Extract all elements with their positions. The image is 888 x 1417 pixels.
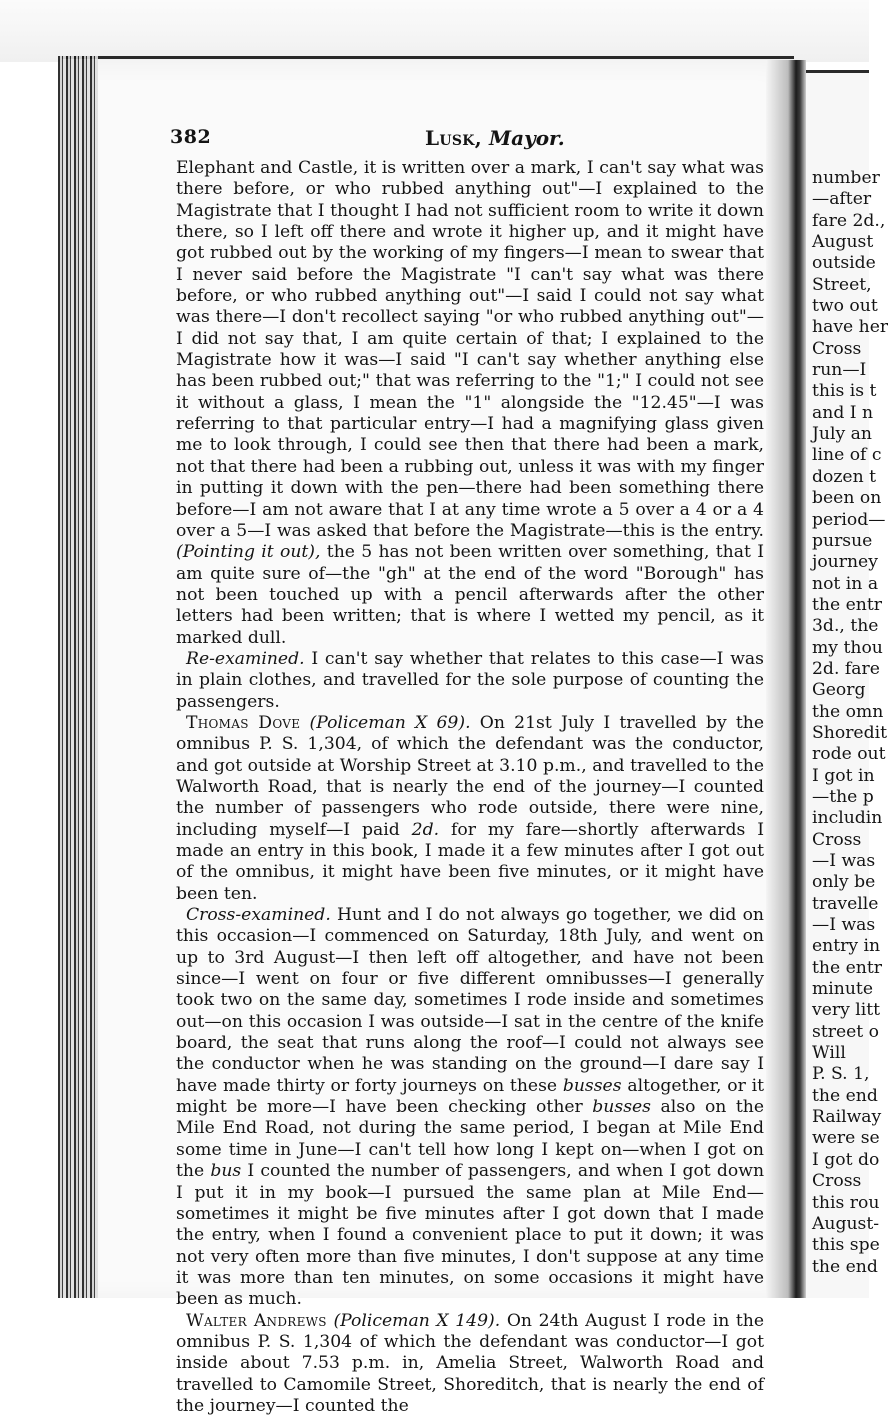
facing-page-text-fragment: [812, 168, 888, 1278]
facing-page-line: journey: [812, 552, 878, 573]
facing-page-line: entry in: [812, 936, 881, 957]
facing-page-line: rode out: [812, 744, 886, 765]
facing-page-line: I got do: [812, 1149, 880, 1170]
re-examined-text: I can't say whether that relates to this case—I was in plain clothes, and travelled for the sole purpose of counting the passengers.: [176, 648, 764, 712]
facing-page-line: number: [812, 168, 880, 188]
page-body-text: [176, 158, 765, 1416]
testimony-text-end: the 5 has not been written over something, that I am quite sure of—the "gh" at the end of the word "Borough" has not been touched up with a pencil afterwards after the other letters had been written; that is where I wetted my pencil, as it marked dull.: [176, 542, 764, 648]
cross-examined-label: Cross-examined.: [186, 905, 331, 926]
running-head-name: Lusk,: [425, 126, 483, 150]
facing-page-line: this spe: [812, 1235, 880, 1256]
left-binding-edge: [58, 56, 98, 1300]
witness-name: Thomas Dove: [186, 712, 301, 733]
re-examined-label: Re-examined.: [186, 648, 305, 669]
book-gutter: [766, 60, 806, 1300]
facing-page-line: not in a: [812, 573, 879, 594]
facing-page-line: travelle: [812, 893, 879, 914]
facing-page-line: line of c: [812, 445, 882, 466]
running-head: [425, 126, 565, 150]
facing-page-line: pursue: [812, 530, 873, 551]
italic-bus: bus: [210, 1161, 242, 1182]
facing-page-line: 2d. fare: [812, 658, 880, 679]
facing-page-line: P. S. 1,: [812, 1064, 870, 1085]
facing-page-line: the entr: [812, 594, 882, 615]
paragraph-continued-testimony: [176, 158, 764, 649]
facing-page-line: dozen t: [812, 466, 877, 487]
facing-page-line: the omn: [812, 701, 884, 722]
paragraph-cross-examined: [176, 905, 764, 1311]
facing-page-line: two out: [812, 296, 878, 317]
witness-text: On 21st July I travelled by the omnibus P. S. 1,304, of which the defendant was the conductor, and got outside at Worship Street at 3.10 p.m., and travelled to the Walworth Road, that is nearly the end of the journey—I counted the number of passengers who rode outside, there were nine, including myself—I paid: [176, 712, 765, 840]
facing-page-line: and I n: [812, 402, 874, 423]
running-head-title: Mayor.: [488, 126, 565, 150]
facing-page-line: the end: [812, 1256, 878, 1277]
facing-page-line: were se: [812, 1128, 880, 1149]
page-number: 382: [170, 126, 212, 148]
cross-text-d: I counted the number of passengers, and when I got down I put it in my book—I pursued the same plan at Mile End—sometimes it might be five minutes after I got down that I made the entry, when I found a convenient place to put it down; it was not very often more than five minutes, I don't suppose at any time it was more than ten minutes, on some occasions it might have been as much.: [176, 1161, 765, 1310]
italic-busses: busses: [562, 1075, 622, 1096]
testimony-text: Elephant and Castle, it is written over a mark, I can't say what was there before, or who rubbed anything out"—I explained to the Magistrate that I thought I had not sufficient room to write it down there, so I left off there and wrote it higher up, and it might have got rubbed out by the working of my fingers—I mean to swear that I never said before the Magistrate "I can't say what was there before, or who rubbed anything out"—I said I could not say what was there—I don't recollect saying "or who rubbed anything out"—I did not say that, I am quite certain of that; I explained to the Magistrate how it was—I said "I can't say whether anything else has been rubbed out;" that was referring to the "1;" I could not see it without a glass, I mean the "1" alongside the "12.45"—I was referring to that particular entry—I had a magnifying glass given me to look through, I could see then that there had been a mark, not that there had been a rubbing out, unless it was with my finger in putting it down with the pen—there had been something there before—I am not aware that I at any time wrote a 5 over a 4 or a 4 over a 5—I was asked that before the Magistrate—this is the entry.: [176, 158, 764, 541]
paragraph-walter-andrews: [176, 1311, 764, 1417]
facing-page-line: —the p: [812, 786, 874, 807]
cross-text-a: Hunt and I do not always go together, we did on this occasion—I commenced on Saturday, 18th July, and went on up to 3rd August—I then left off altogether, and have not been since—I went on four or five different omnibusses—I generally took two on the same day, sometimes I rode inside and sometimes out—on this occasion I was outside—I sat in the centre of the knife board, the seat that runs along the roof—I could not always see the conductor when he was standing on the ground—I dare say I have made thirty or forty journeys on these: [176, 905, 765, 1096]
facing-page-line: Cross: [812, 1171, 862, 1192]
facing-page-line: August: [812, 232, 874, 253]
page-header: [170, 126, 760, 152]
facing-page-line: period—: [812, 509, 886, 530]
facing-page-line: have her: [812, 317, 888, 338]
facing-page-line: I got in: [812, 765, 875, 786]
cross-text-b: altogether, or it might be more—I have been checking other: [176, 1075, 764, 1118]
facing-page-line: Cross: [812, 829, 862, 850]
stage-direction: (Pointing it out),: [176, 542, 321, 563]
fare-amount: 2d.: [411, 819, 440, 840]
witness-text: On 24th August I rode in the omnibus P. S. 1,304 of which the defendant was conductor—I got inside about 7.53 p.m. in, Amelia Street, Walworth Road and travelled to Camomile Street, Shoreditch, that is nearly the end of the journey—I counted the: [176, 1310, 765, 1416]
facing-page-line: Cross: [812, 338, 862, 359]
facing-page-line: —I was: [812, 915, 876, 936]
facing-page-line: Will: [812, 1043, 846, 1064]
facing-page-line: Shoredit: [812, 722, 887, 743]
facing-page-line: street o: [812, 1021, 880, 1042]
witness-text-end: for my fare—shortly afterwards I made an entry in this book, I made it a few minutes after I got out of the omnibus, it might have been five minutes, or it might have been ten.: [176, 819, 765, 904]
witness-name: Walter Andrews: [186, 1310, 327, 1331]
facing-page-line: run—I: [812, 360, 867, 381]
scan-top-margin: [0, 0, 869, 62]
facing-page-line: outside: [812, 253, 876, 274]
cross-text-c: also on the Mile End Road, not during the same period, I began at Mile End some time in June—I can't tell how long I kept on—when I got on the: [176, 1097, 765, 1182]
facing-page-line: this rou: [812, 1192, 880, 1213]
facing-page-line: only be: [812, 872, 876, 893]
facing-page-line: the entr: [812, 957, 882, 978]
facing-page-line: been on: [812, 488, 882, 509]
facing-page-line: Railway: [812, 1107, 882, 1128]
facing-page-line: —I was: [812, 851, 876, 871]
facing-page-line: very litt: [812, 1000, 881, 1021]
facing-page-line: fare 2d.,: [812, 210, 886, 231]
facing-page-line: 3d., the: [812, 616, 879, 637]
paragraph-re-examined: [176, 649, 764, 713]
facing-page-line: minute: [812, 979, 874, 1000]
facing-page-line: August-: [812, 1213, 880, 1234]
facing-page-line: the end: [812, 1085, 878, 1106]
facing-page-line: this is t: [812, 381, 877, 402]
witness-role: (Policeman X 149).: [333, 1310, 501, 1331]
facing-page-line: my thou: [812, 637, 883, 658]
facing-page-line: includin: [812, 808, 883, 829]
italic-busses: busses: [592, 1097, 652, 1118]
facing-page-line: —after: [812, 189, 872, 210]
facing-page-line: July an: [812, 424, 872, 445]
witness-role: (Policeman X 69).: [309, 712, 471, 733]
paragraph-thomas-dove: [176, 713, 764, 905]
facing-page-line: Street,: [812, 274, 872, 295]
facing-page-line: Georg: [812, 680, 866, 701]
